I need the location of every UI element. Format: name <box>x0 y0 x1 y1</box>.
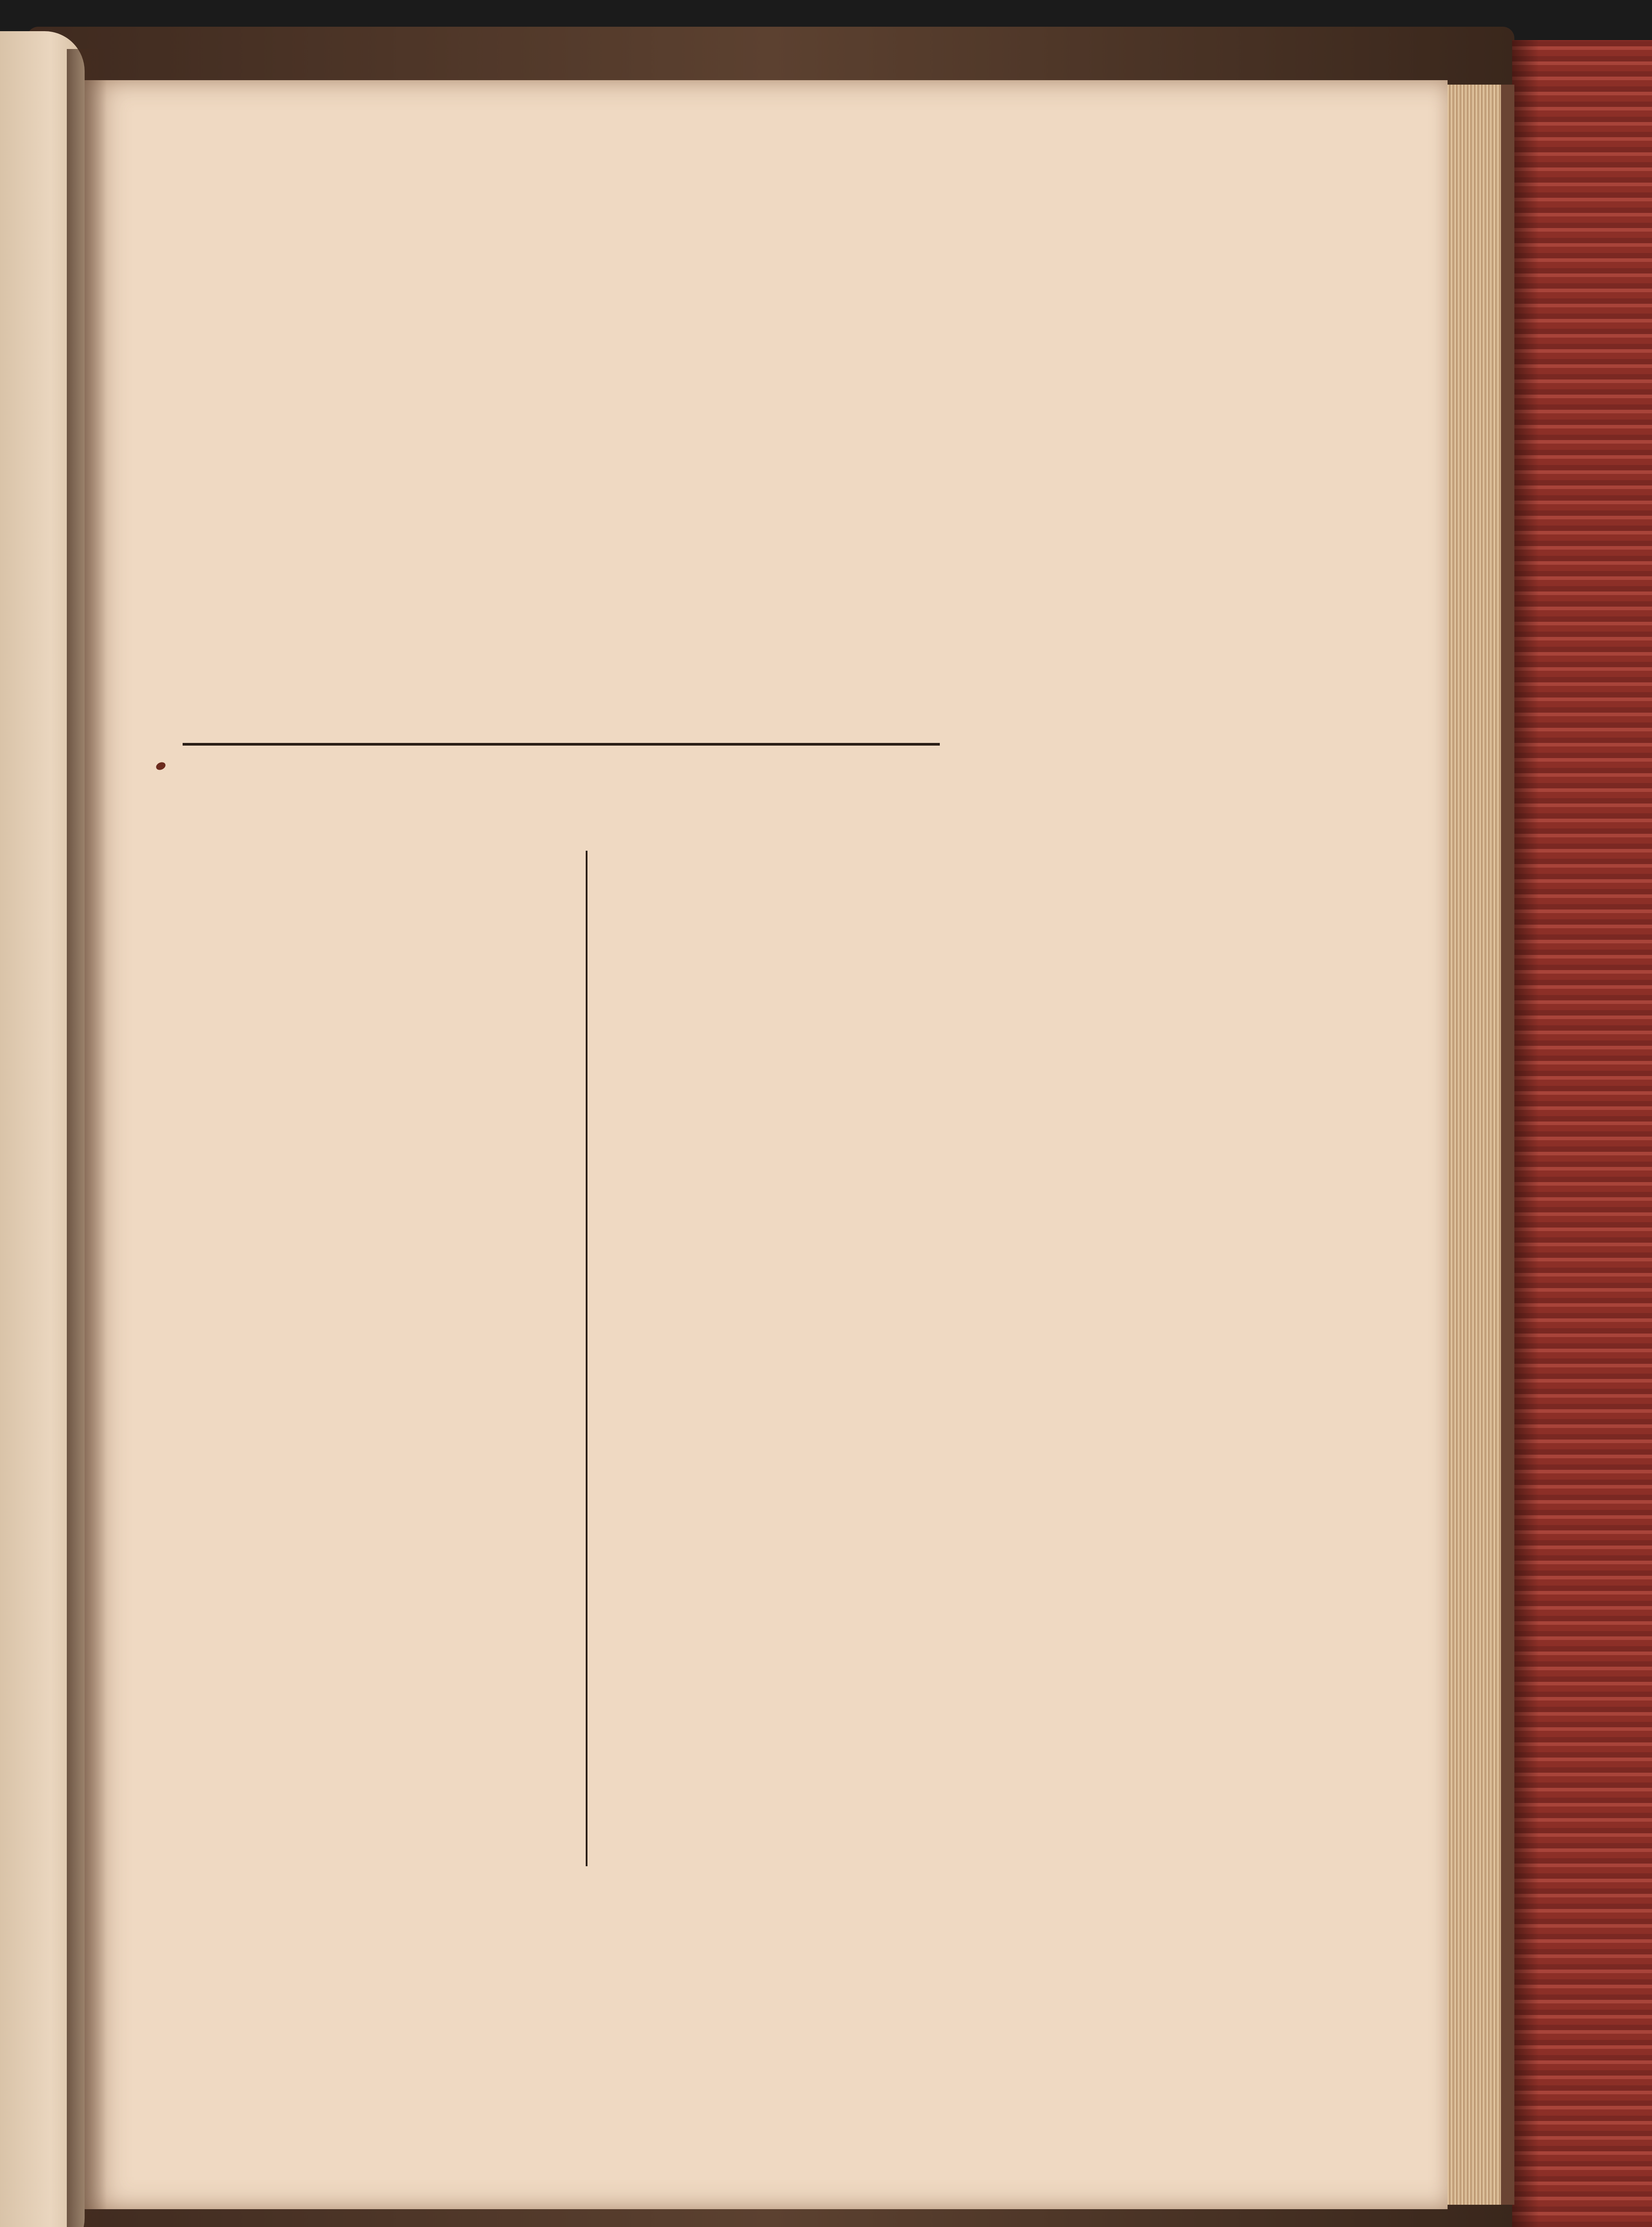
cloth-shadow <box>1512 40 1539 2227</box>
right-page <box>85 80 1448 2209</box>
section-rule <box>183 743 940 746</box>
column-divider <box>586 851 587 1866</box>
gutter-shadow <box>67 49 107 2227</box>
fore-edge-shadow <box>1501 85 1514 2205</box>
